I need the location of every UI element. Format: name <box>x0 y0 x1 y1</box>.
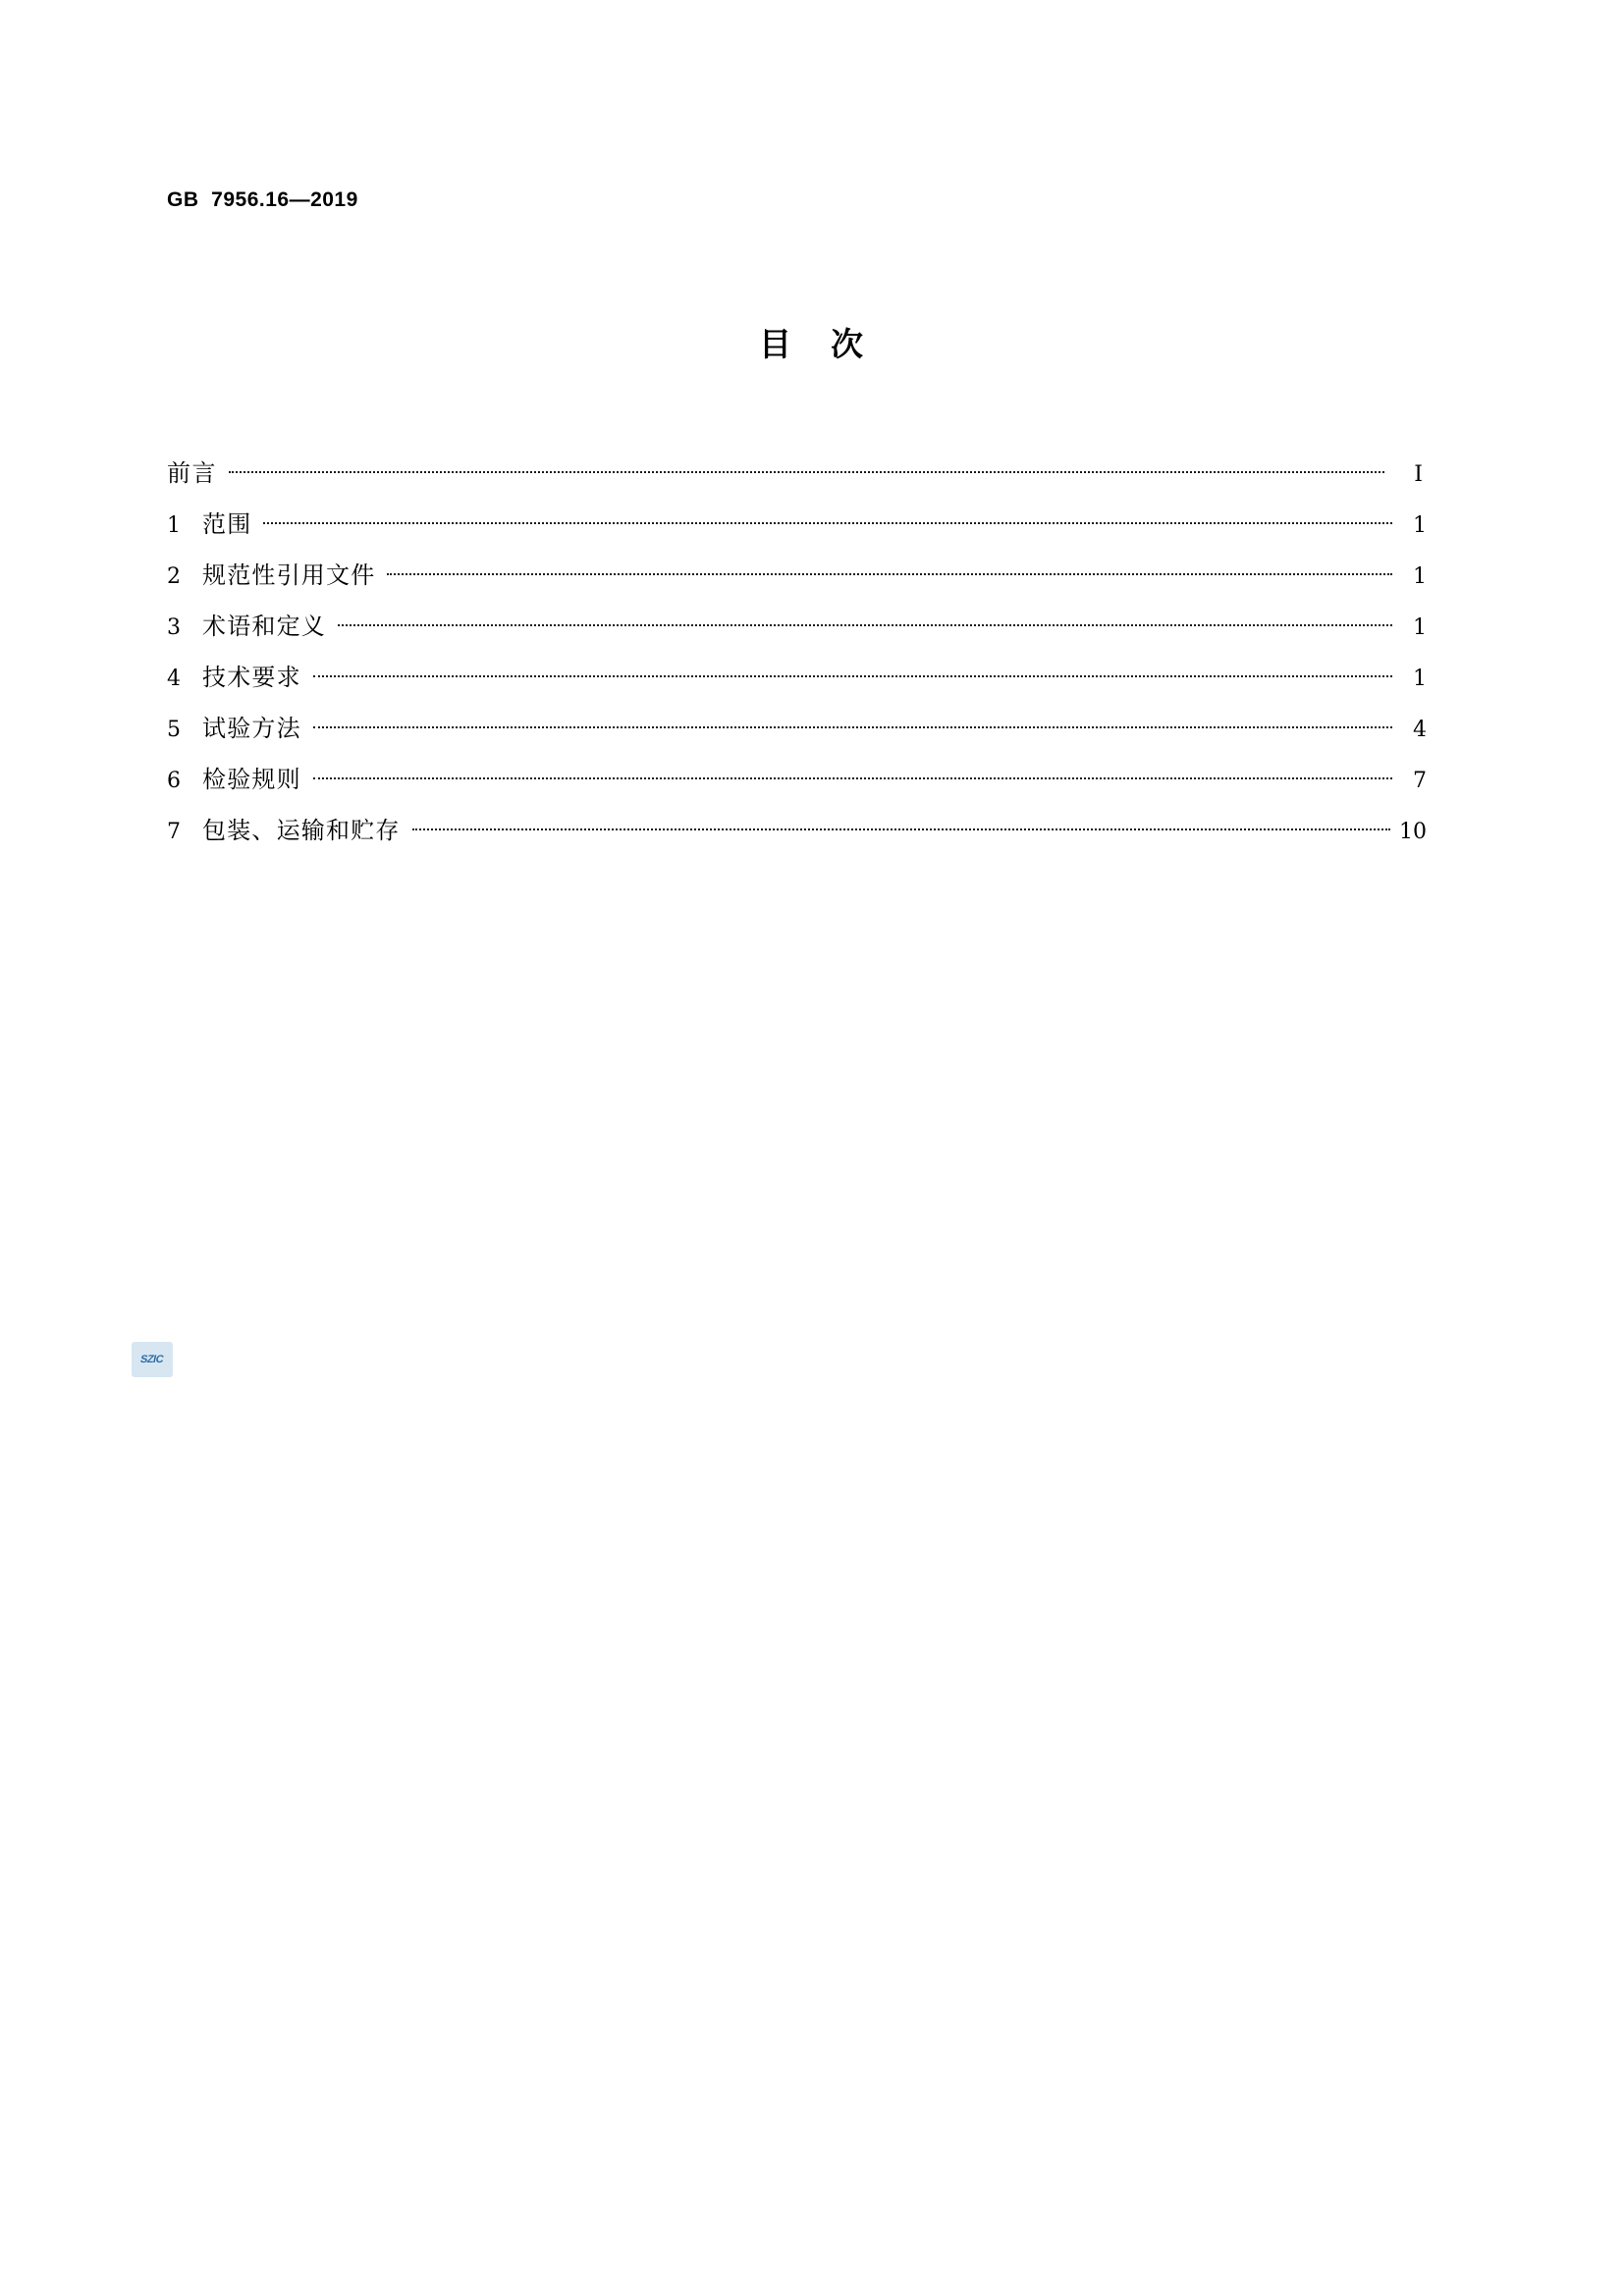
toc-leader-dots <box>313 764 1392 787</box>
toc-entry-page: 10 <box>1399 820 1427 844</box>
toc-entry-page: 1 <box>1413 564 1427 589</box>
toc-entry-label: 技术要求 <box>202 664 301 691</box>
standard-number-header: GB 7956.16—2019 <box>167 188 358 211</box>
toc-entry-number: 5 <box>167 718 181 742</box>
toc-entry-1[interactable] <box>167 505 1427 556</box>
toc-entry-7[interactable] <box>167 811 1427 862</box>
page-title-left: 目 <box>759 325 793 363</box>
toc-leader-dots <box>338 611 1392 634</box>
toc-entry-5[interactable] <box>167 709 1427 760</box>
toc-entry-label: 前言 <box>167 459 217 487</box>
toc-entry-3[interactable] <box>167 607 1427 658</box>
toc-leader-dots <box>313 713 1392 736</box>
toc-entry-number: 6 <box>167 769 181 793</box>
toc-entry-label: 包装、运输和贮存 <box>202 817 401 844</box>
toc-entry-preface[interactable] <box>167 454 1427 505</box>
toc-entry-number: 3 <box>167 615 181 640</box>
toc-leader-dots <box>387 560 1392 583</box>
toc-entry-label: 范围 <box>202 510 252 538</box>
toc-entry-number: 4 <box>167 667 181 691</box>
toc-entry-6[interactable] <box>167 760 1427 811</box>
toc-entry-page: Ⅰ <box>1414 462 1423 487</box>
watermark-logo <box>132 1342 173 1377</box>
watermark-text: SZIC <box>139 1354 165 1365</box>
toc-entry-number: 7 <box>167 820 181 844</box>
table-of-contents <box>167 454 1427 862</box>
toc-entry-label: 试验方法 <box>202 715 301 742</box>
toc-leader-dots <box>263 508 1392 532</box>
toc-entry-2[interactable] <box>167 556 1427 607</box>
toc-entry-label: 术语和定义 <box>202 613 326 640</box>
toc-entry-number: 1 <box>167 513 181 538</box>
toc-entry-page: 1 <box>1413 513 1427 538</box>
toc-entry-label: 检验规则 <box>202 766 301 793</box>
toc-entry-page: 1 <box>1413 667 1427 691</box>
toc-entry-page: 4 <box>1413 718 1427 742</box>
toc-leader-dots <box>412 815 1390 838</box>
toc-entry-page: 1 <box>1413 615 1427 640</box>
toc-entry-label: 规范性引用文件 <box>202 561 376 589</box>
toc-leader-dots <box>313 662 1392 685</box>
toc-entry-page: 7 <box>1413 769 1427 793</box>
toc-entry-4[interactable] <box>167 658 1427 709</box>
toc-entry-number: 2 <box>167 564 181 589</box>
page-title-right: 次 <box>831 325 865 363</box>
page-title <box>0 319 1624 365</box>
toc-leader-dots <box>229 457 1384 481</box>
